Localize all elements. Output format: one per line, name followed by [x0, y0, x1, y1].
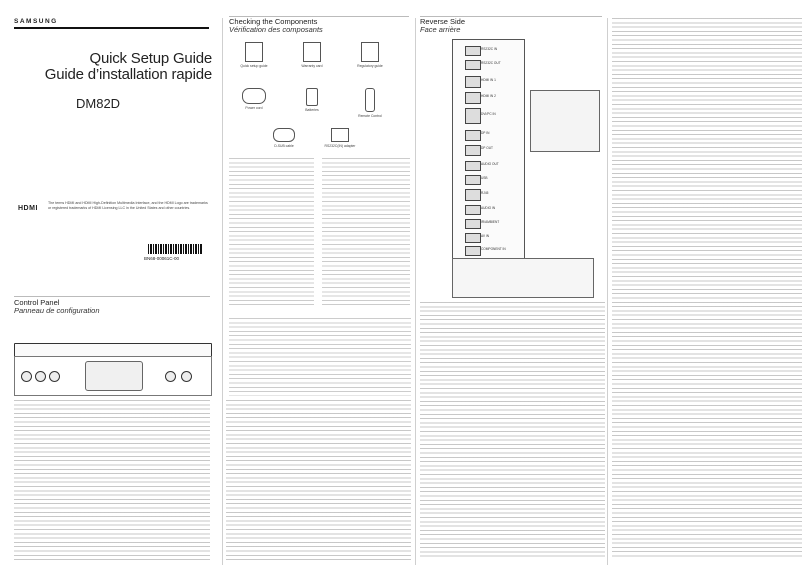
component-rs232c-adapter: RS232C(IN) adapter [318, 128, 362, 148]
port-icon [465, 233, 481, 243]
rs232c-adapter-icon [331, 128, 349, 142]
port-icon [465, 219, 481, 229]
port-icon [465, 60, 481, 70]
port-icon [465, 205, 481, 215]
components-notes-right [322, 158, 410, 308]
guide-title-fr: Guide d’installation rapide [44, 66, 212, 83]
control-panel-instructions-continued [226, 400, 411, 560]
menu-button-icon [49, 371, 60, 382]
document-code: BN68-00061C-00 [144, 256, 180, 261]
power-cord-icon [242, 88, 266, 104]
control-panel-title: Control Panel [14, 298, 60, 307]
control-panel-instructions [14, 400, 210, 560]
control-panel-subtitle: Panneau de configuration [14, 306, 100, 315]
components-notes-left [229, 158, 314, 308]
power-button-icon [21, 371, 32, 382]
hdmi-notice: The terms HDMI and HDMI High-Definition Multimedia Interface, and the HDMI Logo are trademarks or registered trademarks of HDMI Licensing LLC in the United States and other countries. [48, 201, 208, 210]
port-icon [465, 145, 481, 156]
guide-title-en: Quick Setup Guide [89, 50, 212, 67]
source-button-icon [35, 371, 46, 382]
control-panel-key-list [229, 318, 411, 396]
reverse-side-subtitle: Face arrière [420, 25, 461, 34]
dsub-cable-icon [273, 128, 295, 142]
component-quick-setup-guide: Quick setup guide [232, 42, 276, 68]
section-rule [14, 296, 210, 297]
card-icon [303, 42, 321, 62]
port-icon [465, 76, 481, 88]
joystick-icon [85, 361, 143, 391]
component-remote-control: Remote Control [348, 88, 392, 118]
model-number: DM82D [76, 96, 121, 111]
control-panel-illustration [14, 356, 212, 396]
port-icon [465, 108, 481, 124]
column-divider [222, 18, 223, 565]
components-title: Checking the Components [229, 17, 318, 26]
port-icon [465, 130, 481, 141]
barcode-icon [148, 244, 202, 254]
rear-port-panel: RS232C IN RS232C OUT HDMI IN 1 HDMI IN 2 DVI/PC IN DP IN DP OUT AUDIO OUT USB RJ45 AUDIO IN IR/AMBIENT AV IN COMPONENT IN [452, 39, 525, 259]
component-batteries: Batteries [290, 88, 334, 112]
booklet-icon [245, 42, 263, 62]
battery-icon [306, 88, 318, 106]
port-icon [465, 246, 481, 256]
column-divider [415, 18, 416, 565]
port-icon [465, 46, 481, 56]
reverse-side-port-descriptions [420, 302, 605, 560]
guide-icon [361, 42, 379, 62]
rear-panel-detail [530, 90, 600, 152]
port-icon [465, 175, 481, 185]
remote-icon [365, 88, 375, 112]
hdmi-logo: HDMI [18, 205, 38, 212]
port-icon [465, 92, 481, 104]
power-indicator-icon [181, 371, 192, 382]
component-power-cord: Power cord [232, 88, 276, 110]
bottom-port-panel [452, 258, 594, 298]
header-rule [14, 27, 209, 29]
remote-sensor-icon [165, 371, 176, 382]
reverse-side-title: Reverse Side [420, 17, 466, 26]
port-icon [465, 189, 481, 201]
column-divider [607, 18, 608, 565]
port-icon [465, 161, 481, 171]
monitor-illustration [14, 343, 212, 357]
multilingual-port-descriptions [612, 18, 802, 558]
components-subtitle: Vérification des composants [229, 25, 323, 34]
component-warranty-card: Warranty card [290, 42, 334, 68]
samsung-logo: SAMSUNG [14, 18, 58, 25]
component-regulatory-guide: Regulatory guide [348, 42, 392, 68]
component-dsub-cable: D-SUB cable [262, 128, 306, 148]
